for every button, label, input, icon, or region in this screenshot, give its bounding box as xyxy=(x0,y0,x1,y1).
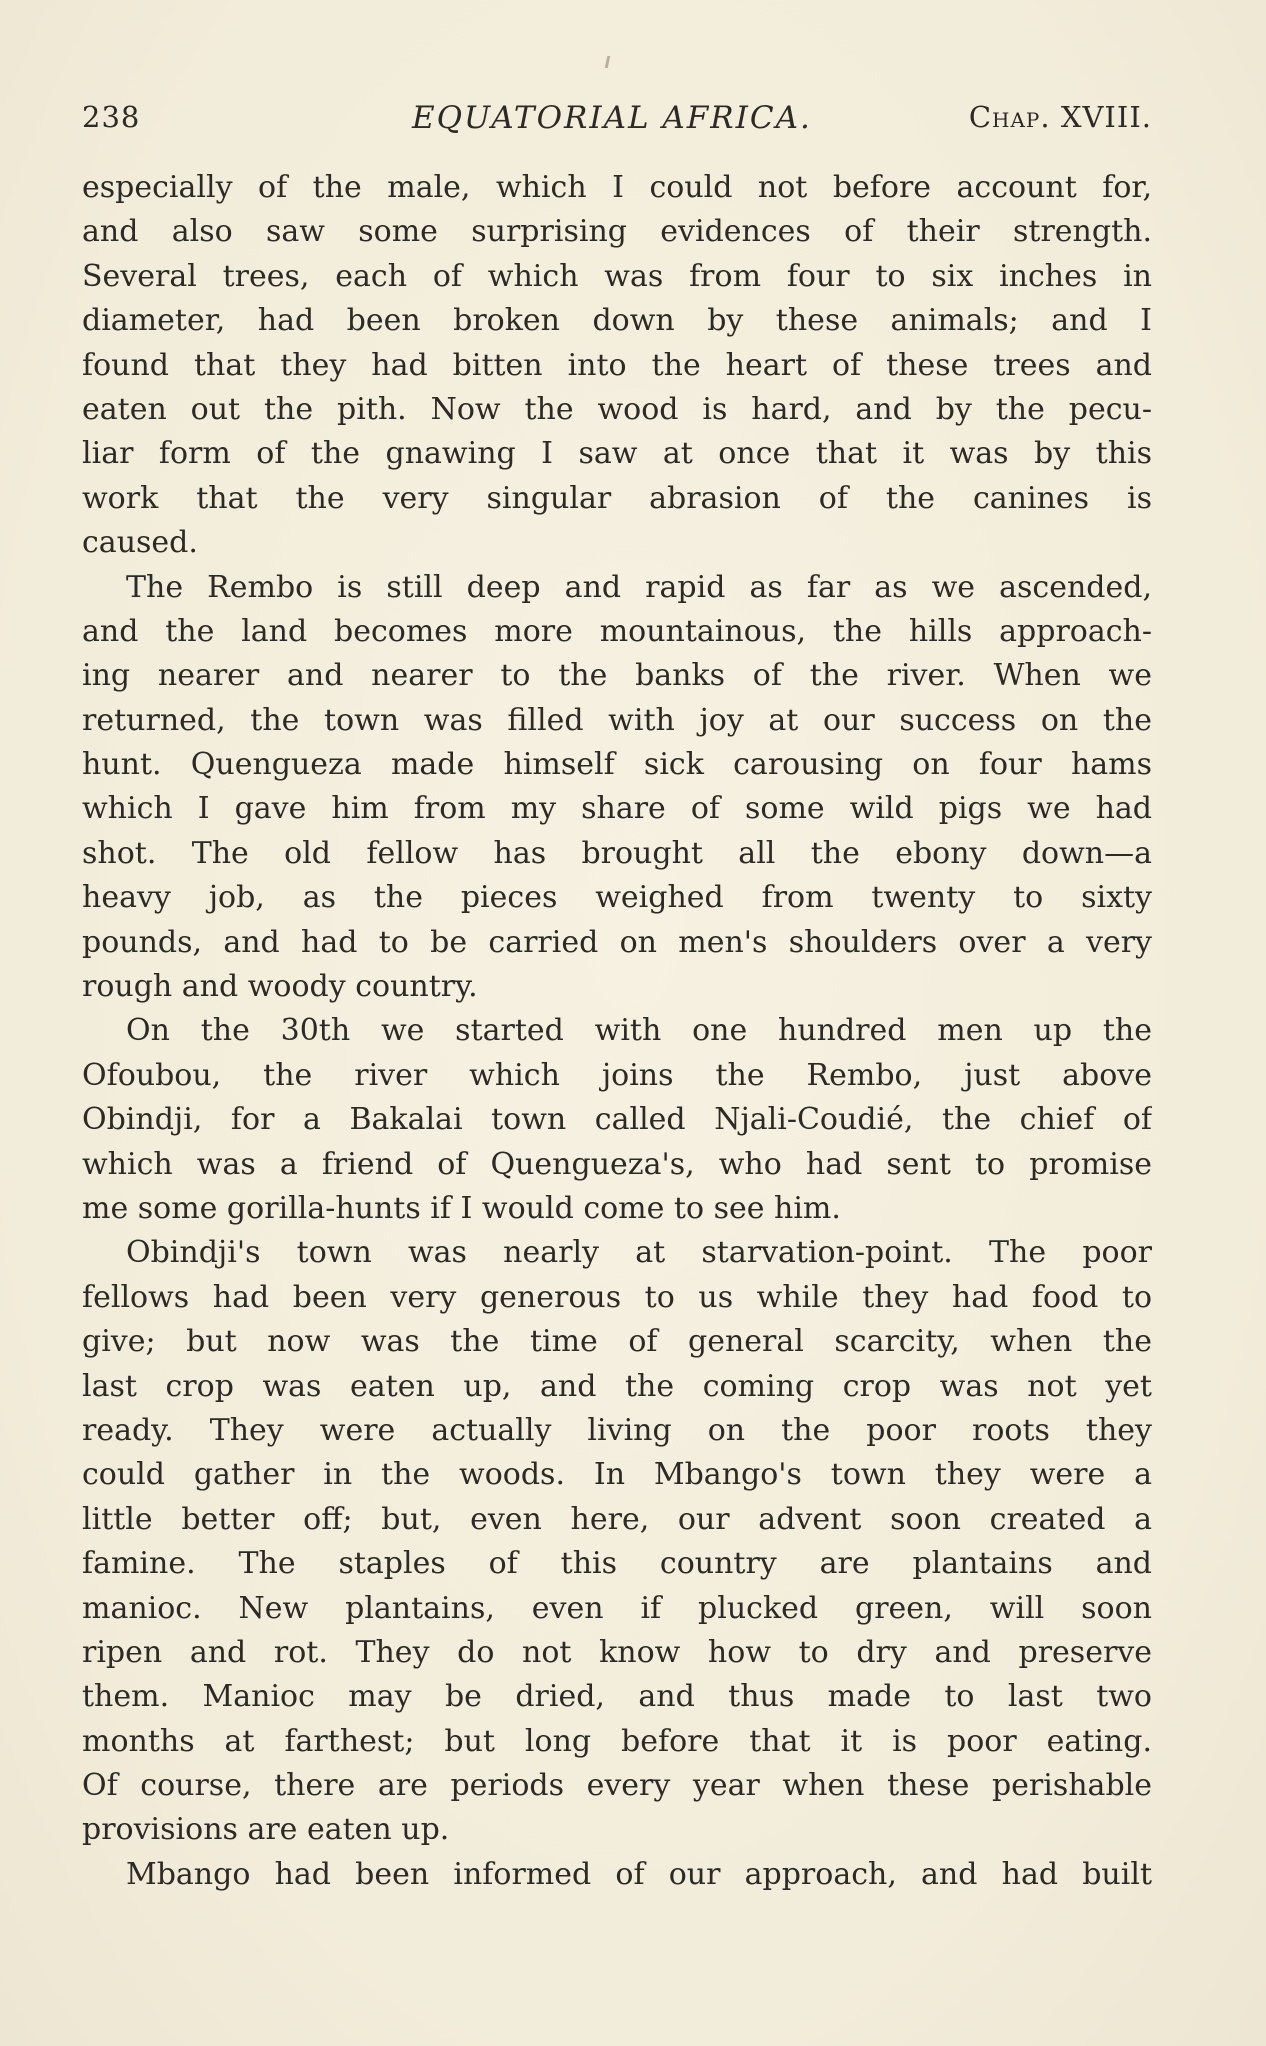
text-line: found that they had bitten into the heart of these trees and xyxy=(82,347,1152,383)
text-line: provisions are eaten up. xyxy=(82,1812,450,1848)
text-line: which was a friend of Quengueza's, who had sent to promise xyxy=(82,1146,1152,1182)
page-header xyxy=(82,100,1152,144)
text-line: hunt. Quengueza made himself sick carousing on four hams xyxy=(82,747,1152,783)
text-line: Ofoubou, the river which joins the Rembo, just above xyxy=(82,1057,1152,1093)
text-line: which I gave him from my share of some wild pigs we had xyxy=(82,791,1152,827)
text-line: famine. The staples of this country are plantains and xyxy=(82,1546,1152,1582)
paragraph-start: Obindji's town was nearly at starvation-point. The poor xyxy=(126,1235,1152,1271)
text-line: manioc. New plantains, even if plucked green, will soon xyxy=(82,1590,1152,1626)
text-line: and also saw some surprising evidences of their strength. xyxy=(82,214,1152,250)
text-line: returned, the town was filled with joy at our success on the xyxy=(82,702,1152,738)
text-line: ready. They were actually living on the poor roots they xyxy=(82,1412,1152,1448)
text-line: me some gorilla-hunts if I would come to see him. xyxy=(82,1190,841,1226)
text-line: Of course, there are periods every year when these perishable xyxy=(82,1768,1152,1804)
paragraph-start: On the 30th we started with one hundred men up the xyxy=(126,1013,1152,1049)
paragraph-start: Mbango had been informed of our approach, and had built xyxy=(126,1856,1152,1892)
text-line: eaten out the pith. Now the wood is hard, and by the pecu- xyxy=(82,391,1152,427)
text-line: diameter, had been broken down by these animals; and I xyxy=(82,303,1152,339)
print-mark xyxy=(605,56,611,68)
text-line: ing nearer and nearer to the banks of the river. When we xyxy=(82,658,1152,694)
chapter-label: Chap. XVIII. xyxy=(968,100,1152,134)
text-line: Several trees, each of which was from four to six inches in xyxy=(82,258,1152,294)
page-number: 238 xyxy=(82,100,141,134)
text-line: especially of the male, which I could not before account for, xyxy=(82,170,1152,205)
body-text xyxy=(82,166,1152,1897)
text-line: last crop was eaten up, and the coming crop was not yet xyxy=(82,1368,1152,1404)
text-line: fellows had been very generous to us while they had food to xyxy=(82,1279,1152,1315)
text-line: heavy job, as the pieces weighed from twenty to sixty xyxy=(82,880,1152,916)
text-line: months at farthest; but long before that it is poor eating. xyxy=(82,1723,1152,1759)
text-line: Obindji, for a Bakalai town called Njali-Coudié, the chief of xyxy=(82,1102,1152,1138)
text-line: pounds, and had to be carried on men's shoulders over a very xyxy=(82,924,1152,960)
text-line: could gather in the woods. In Mbango's town they were a xyxy=(82,1457,1152,1493)
text-line: little better off; but, even here, our advent soon created a xyxy=(82,1501,1152,1537)
paragraph-start: The Rembo is still deep and rapid as far as we ascended, xyxy=(126,569,1152,605)
text-line: ripen and rot. They do not know how to dry and preserve xyxy=(82,1634,1152,1670)
text-line: and the land becomes more mountainous, the hills approach- xyxy=(82,613,1152,649)
text-line: rough and woody country. xyxy=(82,969,478,1005)
text-line: shot. The old fellow has brought all the ebony down—a xyxy=(82,835,1152,871)
text-line: give; but now was the time of general scarcity, when the xyxy=(82,1324,1152,1360)
text-line: liar form of the gnawing I saw at once that it was by this xyxy=(82,436,1152,472)
text-line: them. Manioc may be dried, and thus made to last two xyxy=(82,1679,1152,1715)
running-title: EQUATORIAL AFRICA. xyxy=(412,100,812,136)
text-line: work that the very singular abrasion of the canines is xyxy=(82,480,1152,516)
text-line: caused. xyxy=(82,525,198,561)
